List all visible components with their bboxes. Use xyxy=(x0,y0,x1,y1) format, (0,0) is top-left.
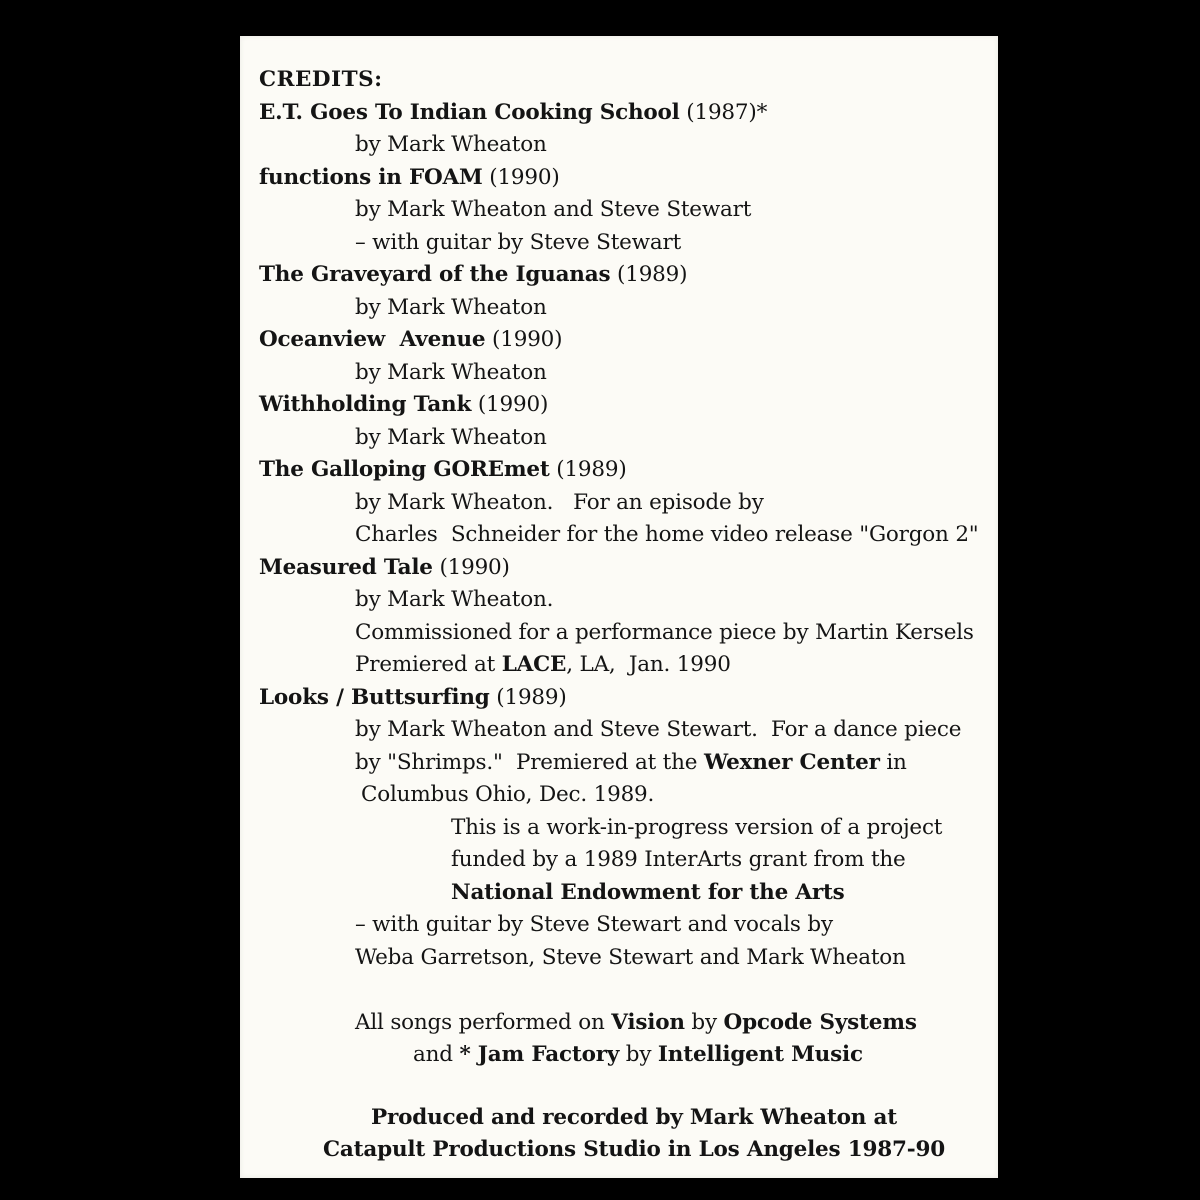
track-credit: – with guitar by Steve Stewart xyxy=(355,229,682,255)
credit-text: , LA, Jan. 1990 xyxy=(566,652,731,677)
software-name: * Jam Factory xyxy=(459,1042,620,1067)
track-title-line xyxy=(259,162,989,195)
track-year: (1990) xyxy=(439,554,510,580)
track-title: Oceanview Avenue xyxy=(259,327,486,352)
track-credit: Charles Schneider for the home video release "Gorgon 2" xyxy=(355,522,979,547)
track-title-line xyxy=(259,552,989,585)
grant-note: This is a work-in-progress version of a project xyxy=(451,814,943,840)
track-credit: by Mark Wheaton xyxy=(355,359,547,385)
liner-notes-card xyxy=(240,36,998,1178)
software-name: Vision xyxy=(611,1009,685,1035)
track-title-line xyxy=(259,389,989,422)
track-title: functions in FOAM xyxy=(259,164,483,190)
company-name: Intelligent Music xyxy=(657,1042,863,1067)
track-title: E.T. Goes To Indian Cooking School xyxy=(259,99,680,125)
track-title-line xyxy=(259,682,989,715)
track-credit xyxy=(259,747,989,780)
track-credit: by Mark Wheaton xyxy=(355,294,547,320)
track-credit: by Mark Wheaton and Steve Stewart xyxy=(355,197,752,222)
spacer xyxy=(259,974,989,1007)
credits-heading: CREDITS: xyxy=(259,67,383,92)
software-credit xyxy=(259,1007,989,1040)
credit-text: by "Shrimps." Premiered at the xyxy=(355,749,704,775)
track-year: (1989) xyxy=(496,684,567,710)
credits-text xyxy=(259,64,989,1167)
track-title: The Graveyard of the Iguanas xyxy=(259,262,611,287)
company-name: Opcode Systems xyxy=(723,1009,917,1035)
software-credit xyxy=(259,1039,989,1072)
credit-text: Premiered at xyxy=(355,652,502,677)
track-credit: by Mark Wheaton. For an episode by xyxy=(355,489,764,515)
track-title-line xyxy=(259,454,989,487)
track-credit: Columbus Ohio, Dec. 1989. xyxy=(361,782,655,807)
credit-text: All songs performed on xyxy=(355,1009,612,1035)
grant-note: funded by a 1989 InterArts grant from the xyxy=(451,847,906,872)
venue-name: Wexner Center xyxy=(703,749,880,775)
spacer xyxy=(259,1072,989,1102)
production-credit: Produced and recorded by Mark Wheaton at xyxy=(371,1104,897,1130)
credit-text: and xyxy=(413,1042,460,1067)
track-title: The Galloping GOREmet xyxy=(259,457,550,482)
track-credit: by Mark Wheaton. xyxy=(355,587,554,612)
track-title: Withholding Tank xyxy=(259,392,472,417)
track-year: (1989) xyxy=(556,457,627,482)
track-credit xyxy=(259,649,989,682)
production-credit: Catapult Productions Studio in Los Angeles 1987-90 xyxy=(323,1137,945,1162)
track-title-line xyxy=(259,97,989,130)
track-year: (1990) xyxy=(489,164,560,190)
track-year: (1987)* xyxy=(686,99,768,125)
track-credit: Commissioned for a performance piece by Martin Kersels xyxy=(355,619,974,645)
track-title-line xyxy=(259,324,989,357)
track-credit: by Mark Wheaton xyxy=(355,424,547,450)
track-title: Looks / Buttsurfing xyxy=(259,684,490,710)
track-year: (1990) xyxy=(477,392,549,417)
credit-text: in xyxy=(879,749,907,775)
grant-agency: National Endowment for the Arts xyxy=(451,879,845,905)
track-credit: – with guitar by Steve Stewart and vocals by xyxy=(355,912,833,937)
venue-name: LACE xyxy=(501,652,567,677)
track-title-line xyxy=(259,259,989,292)
track-credit: by Mark Wheaton and Steve Stewart. For a dance piece xyxy=(355,717,962,742)
track-year: (1989) xyxy=(617,262,688,287)
track-credit: by Mark Wheaton xyxy=(355,132,547,157)
track-credit: Weba Garretson, Steve Stewart and Mark Wheaton xyxy=(355,944,906,970)
track-year: (1990) xyxy=(492,327,563,352)
credit-text: by xyxy=(619,1042,658,1067)
track-title: Measured Tale xyxy=(259,554,433,580)
credit-text: by xyxy=(684,1009,724,1035)
